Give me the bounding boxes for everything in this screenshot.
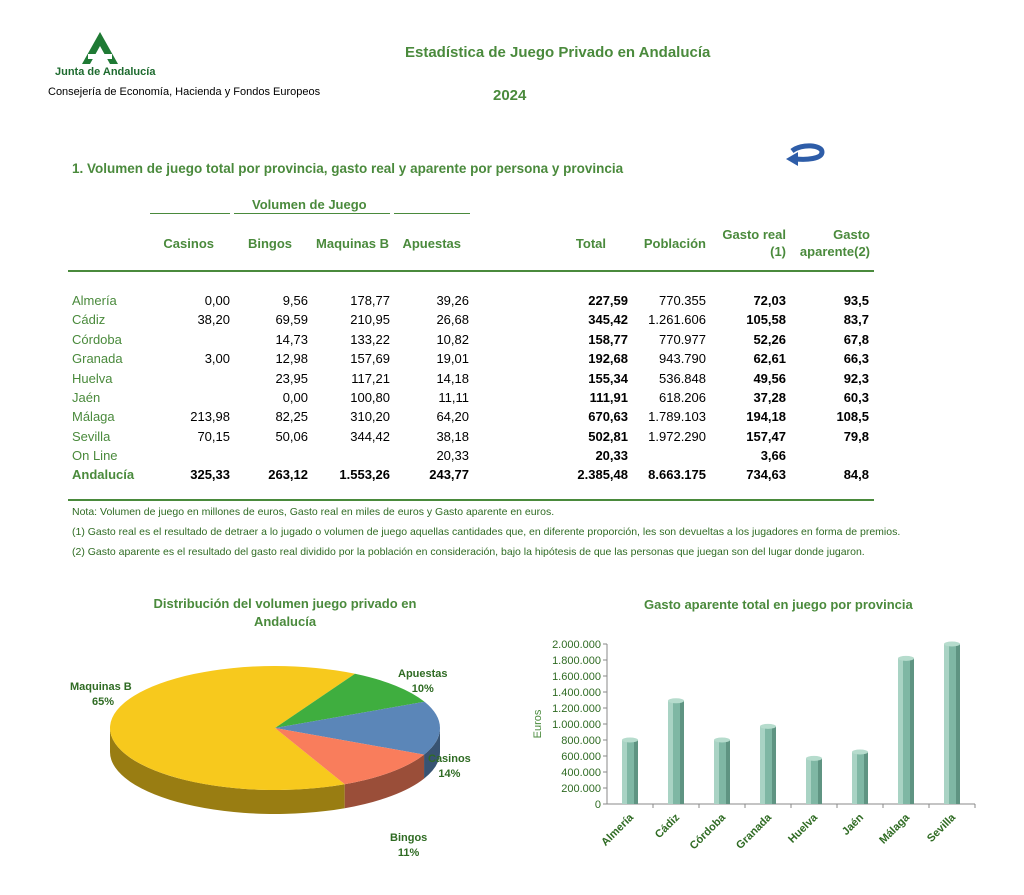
cell-casinos: 325,33	[190, 467, 230, 482]
section-title: 1. Volumen de juego total por provincia, gasto real y aparente por persona y provincia	[72, 161, 624, 176]
x-tick-label: Málaga	[877, 811, 913, 847]
cell-total: 345,42	[588, 312, 628, 328]
cell-gasto-real: 62,61	[753, 351, 786, 367]
bar-shadow	[818, 758, 822, 804]
col-header-gasto-aparente-line1: Gasto	[833, 227, 870, 242]
col-header-apuestas: Apuestas	[402, 236, 461, 251]
cell-apuestas: 39,26	[436, 293, 469, 308]
bar-highlight	[714, 740, 719, 804]
province-name: Granada	[72, 351, 123, 367]
cell-gasto-real: 37,28	[753, 390, 786, 405]
col-header-bingos: Bingos	[247, 236, 292, 251]
junta-logo-icon	[48, 28, 168, 68]
cell-poblacion: 8.663.175	[648, 467, 706, 482]
bar-highlight	[668, 701, 673, 804]
y-tick-label: 1.200.000	[552, 703, 601, 715]
note-gasto-aparente: (2) Gasto aparente es el resultado del gasto real dividido por la población en consideración, bajo la hipótesis de que las personas que juegan son del lugar donde jugaron.	[72, 546, 865, 558]
cell-total: 158,77	[588, 331, 628, 347]
cell-gasto-ap: 60,3	[843, 390, 869, 405]
pie-label-maquinas-name: Maquinas B	[70, 681, 132, 693]
pie-label-maquinas	[70, 680, 132, 710]
note-units: Nota: Volumen de juego en millones de euros, Gasto real en miles de euros y Gasto aparente en euros.	[72, 506, 555, 518]
pie-title-line1: Distribución del volumen juego privado en	[153, 596, 417, 611]
cell-poblacion: 770.977	[659, 331, 706, 347]
bar-highlight	[622, 740, 627, 804]
cell-bingos: 0,00	[282, 390, 308, 405]
cell-apuestas: 14,18	[436, 370, 469, 386]
cell-total: 670,63	[588, 409, 628, 425]
col-header-total: Total	[575, 236, 606, 251]
province-name: Cádiz	[72, 312, 106, 328]
table-row	[0, 310, 1024, 329]
bar-cap	[760, 724, 776, 729]
cell-apuestas: 243,77	[429, 467, 469, 482]
pie-label-casinos-name: Casinos	[428, 753, 471, 765]
bar-cap	[714, 738, 730, 743]
back-arrow-button[interactable]	[782, 139, 828, 171]
y-tick-label: 400.000	[561, 767, 601, 779]
report-year: 2024	[493, 87, 527, 104]
table-total-row	[0, 465, 1024, 484]
cell-bingos: 14,73	[275, 331, 308, 347]
bar-shadow	[956, 644, 960, 804]
cell-bingos: 12,98	[275, 351, 308, 367]
bar-shadow	[726, 740, 730, 804]
cell-maquinas: 117,21	[351, 370, 390, 386]
cell-maquinas: 310,20	[350, 409, 390, 425]
cell-total: 192,68	[588, 351, 628, 367]
x-tick-label: Jaén	[839, 811, 867, 838]
pie-label-bingos-name: Bingos	[390, 832, 428, 844]
y-tick-label: 1.000.000	[552, 719, 601, 731]
y-tick-label: 2.000.000	[552, 639, 601, 651]
bar-highlight	[760, 726, 765, 804]
cell-poblacion: 536.848	[659, 370, 706, 386]
y-tick-label: 1.400.000	[552, 687, 601, 699]
cell-gasto-ap: 92,3	[843, 370, 869, 386]
header-underline	[394, 213, 470, 214]
table-row	[0, 427, 1024, 446]
cell-casinos: 3,00	[204, 351, 230, 367]
table-row	[0, 388, 1024, 407]
pie-title-line2: Andalucía	[253, 614, 317, 629]
cell-poblacion: 1.261.606	[648, 312, 706, 328]
pie-label-bingos-pct: 11%	[397, 847, 420, 859]
cell-bingos: 263,12	[268, 467, 308, 482]
pie-label-bingos	[390, 831, 427, 861]
table-row	[0, 349, 1024, 368]
cell-gasto-ap: 108,5	[836, 409, 869, 425]
cell-gasto-real: 734,63	[746, 467, 786, 482]
bar-cap	[806, 756, 822, 761]
bar-highlight	[944, 644, 949, 804]
pie-chart-title	[140, 595, 430, 631]
cell-poblacion: 1.789.103	[648, 409, 706, 425]
cell-total: 502,81	[588, 428, 628, 444]
cell-apuestas: 19,01	[436, 351, 469, 367]
cell-bingos: 69,59	[275, 312, 308, 328]
page-title: Estadística de Juego Privado en Andalucía	[405, 44, 711, 61]
cell-maquinas: 1.553,26	[339, 467, 390, 482]
cell-bingos: 50,06	[275, 428, 308, 444]
cell-gasto-real: 49,56	[753, 370, 786, 386]
cell-casinos: 0,00	[204, 293, 230, 308]
bar-chart-title: Gasto aparente total en juego por provincia	[644, 597, 913, 612]
cell-gasto-ap: 79,8	[843, 428, 869, 444]
x-tick-label: Sevilla	[924, 811, 959, 845]
cell-gasto-real: 194,18	[746, 409, 786, 425]
bar-highlight	[852, 752, 857, 804]
cell-casinos: 70,15	[197, 428, 230, 444]
cell-bingos: 23,95	[275, 370, 308, 386]
cell-gasto-ap: 84,8	[843, 467, 869, 482]
bar-cap	[944, 642, 960, 647]
table-row	[0, 407, 1024, 426]
col-header-gasto-aparente	[790, 226, 870, 260]
pie-label-apuestas	[398, 667, 448, 697]
table-row	[0, 369, 1024, 388]
cell-poblacion: 1.972.290	[648, 428, 706, 444]
cell-maquinas: 133,22	[350, 331, 390, 347]
x-tick-label: Cádiz	[652, 811, 683, 841]
col-header-gasto-real	[710, 226, 786, 260]
back-arrow-icon	[782, 139, 828, 171]
cell-gasto-ap: 83,7	[843, 312, 869, 328]
x-tick-label: Almería	[599, 811, 637, 849]
province-name: Andalucía	[72, 467, 135, 482]
table-row	[0, 330, 1024, 349]
y-tick-label: 200.000	[561, 783, 601, 795]
cell-apuestas: 20,33	[436, 448, 469, 464]
province-name: Córdoba	[72, 331, 122, 347]
cell-casinos: 38,20	[197, 312, 230, 328]
bar-shadow	[680, 701, 684, 804]
header-underline	[150, 213, 230, 214]
table-top-rule	[68, 270, 874, 272]
x-tick-label: Huelva	[786, 811, 821, 846]
pie-label-apuestas-name: Apuestas	[398, 668, 448, 680]
bar-shadow	[772, 726, 776, 804]
cell-total: 20,33	[595, 448, 628, 464]
table-row	[0, 446, 1024, 465]
pie-label-maquinas-pct: 65%	[92, 696, 115, 708]
department-name: Consejería de Economía, Hacienda y Fondos Europeos	[48, 86, 321, 98]
cell-gasto-real: 157,47	[746, 428, 786, 444]
pie-label-apuestas-pct: 10%	[411, 683, 434, 695]
province-name: Sevilla	[72, 428, 111, 444]
cell-maquinas: 100,80	[350, 390, 390, 405]
cell-apuestas: 38,18	[436, 428, 469, 444]
col-header-poblacion: Población	[643, 236, 706, 251]
cell-poblacion: 618.206	[659, 390, 706, 405]
cell-gasto-ap: 66,3	[843, 351, 869, 367]
province-name: Jaén	[72, 390, 101, 405]
table-bottom-rule	[68, 499, 874, 501]
cell-apuestas: 11,11	[438, 390, 469, 405]
bar-cap	[852, 750, 868, 755]
cell-gasto-real: 3,66	[760, 448, 786, 464]
cell-maquinas: 344,42	[350, 428, 390, 444]
province-name: Huelva	[72, 370, 113, 386]
cell-apuestas: 64,20	[436, 409, 469, 425]
group-header-volumen: Volumen de Juego	[252, 197, 367, 212]
col-header-gasto-real-line2: (1)	[770, 244, 786, 259]
col-header-gasto-aparente-line2: aparente(2)	[799, 244, 870, 259]
cell-gasto-ap: 93,5	[843, 293, 869, 308]
bar-cap	[622, 738, 638, 743]
cell-total: 2.385,48	[577, 467, 628, 482]
province-name: Málaga	[72, 409, 115, 425]
col-header-casinos: Casinos	[163, 236, 214, 251]
bar-shadow	[864, 752, 868, 804]
col-header-gasto-real-line1: Gasto real	[722, 227, 786, 242]
y-tick-label: 1.800.000	[552, 655, 601, 667]
y-tick-label: 0	[594, 799, 601, 811]
cell-maquinas: 157,69	[350, 351, 390, 367]
cell-maquinas: 178,77	[350, 293, 390, 308]
cell-gasto-real: 52,26	[753, 331, 786, 347]
cell-gasto-real: 105,58	[746, 312, 786, 328]
cell-total: 227,59	[588, 293, 628, 308]
cell-poblacion: 770.355	[659, 293, 706, 308]
cell-apuestas: 10,82	[436, 331, 469, 347]
bar-shadow	[634, 740, 638, 804]
cell-poblacion: 943.790	[659, 351, 706, 367]
cell-total: 111,91	[589, 390, 628, 405]
bar-shadow	[910, 658, 914, 804]
bar-cap	[668, 698, 684, 703]
bar-highlight	[806, 758, 811, 804]
y-tick-label: 600.000	[561, 751, 601, 763]
cell-maquinas: 210,95	[350, 312, 390, 328]
col-header-maquinas: Maquinas B	[316, 236, 389, 251]
province-name: Almería	[72, 293, 117, 308]
note-gasto-real: (1) Gasto real es el resultado de detraer a lo jugado o volumen de juego aquellas cantidades que, en diferente proporción, les son devueltas a los jugadores en forma de premios.	[72, 526, 901, 538]
cell-total: 155,34	[588, 370, 628, 386]
y-tick-label: 800.000	[561, 735, 601, 747]
bar-cap	[898, 656, 914, 661]
cell-casinos: 213,98	[190, 409, 230, 425]
cell-bingos: 9,56	[282, 293, 308, 308]
pie-label-casinos-pct: 14%	[438, 768, 461, 780]
table-row	[0, 291, 1024, 310]
logo-text: Junta de Andalucía	[55, 66, 156, 78]
cell-bingos: 82,25	[275, 409, 308, 425]
bar-chart	[525, 630, 980, 880]
y-tick-label: 1.600.000	[552, 671, 601, 683]
pie-label-casinos	[428, 752, 471, 782]
cell-gasto-real: 72,03	[753, 293, 786, 308]
x-tick-label: Córdoba	[687, 811, 729, 853]
bar-highlight	[898, 658, 903, 804]
province-name: On Line	[72, 448, 118, 464]
y-axis-label: Euros	[532, 709, 544, 739]
cell-apuestas: 26,68	[436, 312, 469, 328]
header-underline	[234, 213, 390, 214]
x-tick-label: Granada	[734, 811, 775, 852]
cell-gasto-ap: 67,8	[843, 331, 869, 347]
